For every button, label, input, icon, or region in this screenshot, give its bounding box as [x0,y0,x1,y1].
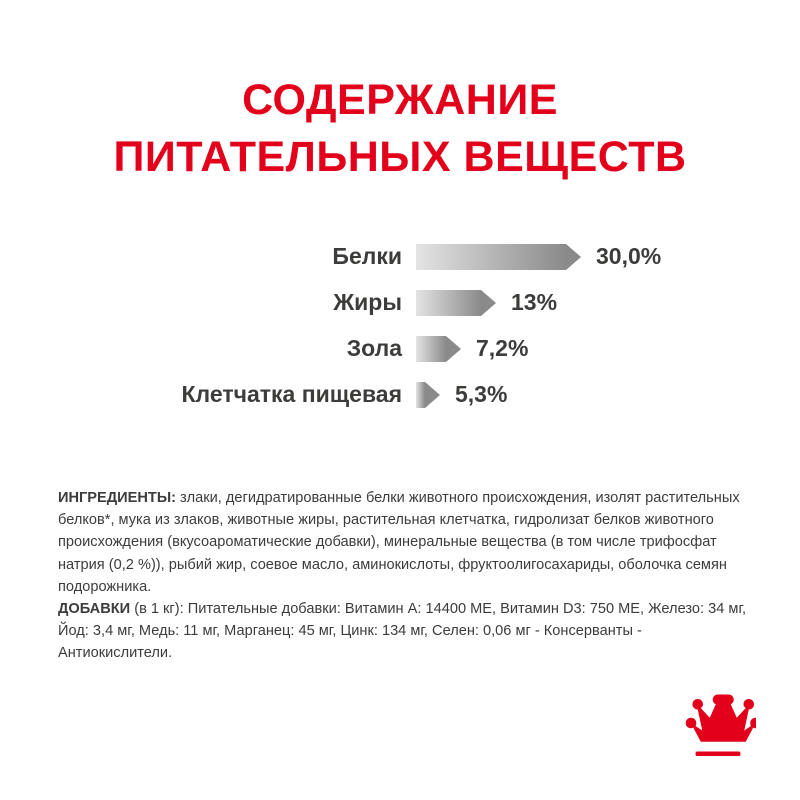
chart-value-label: 30,0% [596,243,662,269]
page-title-line-2: ПИТАТЕЛЬНЫХ ВЕЩЕСТВ [113,132,687,181]
chart-bar-wrap [416,243,661,270]
chart-category-label: Клетчатка пищевая [181,381,402,407]
chart-bar [416,290,481,316]
chart-row [80,326,720,372]
chart-bar-wrap [416,289,557,316]
additives-heading: ДОБАВКИ [58,600,131,617]
chart-bar-body [416,244,566,270]
ingredients-section [58,487,750,664]
chart-bar-wrap [416,335,528,362]
ingredients-body: злаки, дегидратированные белки животного происхождения, изолят растительных белков*, мука из злаков, животные жиры, растительная клетчатка, гидролизат белков животного происхождения (вкусоароматические добавки), минеральные вещества (в том числе трифосфат натрия (0,2 %)), рыбий жир, соевое масло, аминокислоты, фруктоолигосахариды, оболочка семян подорожника. [58,490,740,595]
chart-category-label: Зола [346,335,402,361]
chart-row [80,280,720,326]
ingredients-heading: ИНГРЕДИЕНТЫ: [58,490,176,506]
royal-canin-crown-logo-icon [680,690,756,762]
chart-bar-arrow-icon [481,290,496,316]
chart-row [80,372,720,418]
ingredients-paragraph [58,487,750,598]
chart-row [80,234,720,280]
chart-category-label: Белки [332,243,402,269]
chart-bar-arrow-icon [425,382,440,408]
chart-value-label: 5,3% [455,381,508,407]
additives-paragraph [58,598,750,665]
chart-value-label: 7,2% [476,335,529,361]
chart-category-label: Жиры [333,289,402,315]
page-title [0,0,800,186]
chart-bar-body [416,382,425,408]
chart-bar-body [416,336,446,362]
chart-bar [416,382,425,408]
chart-bar-body [416,290,481,316]
nutrition-bar-chart [0,234,800,418]
chart-bar-arrow-icon [566,244,581,270]
chart-bar-arrow-icon [446,336,461,362]
additives-body: (в 1 кг): Питательные добавки: Витамин A: 14400 МЕ, Витамин D3: 750 МЕ, Железо: 34 мг, Йод: 3,4 мг, Медь: 11 мг, Марганец: 45 мг, Цинк: 134 мг, Селен: 0,06 мг - Консерванты - Антиокислители. [58,600,747,662]
chart-value-label: 13% [511,289,558,315]
page-title-line-1: СОДЕРЖАНИЕ [242,76,558,124]
chart-bar-wrap [416,381,507,408]
chart-bar [416,336,446,362]
chart-bar [416,244,566,270]
